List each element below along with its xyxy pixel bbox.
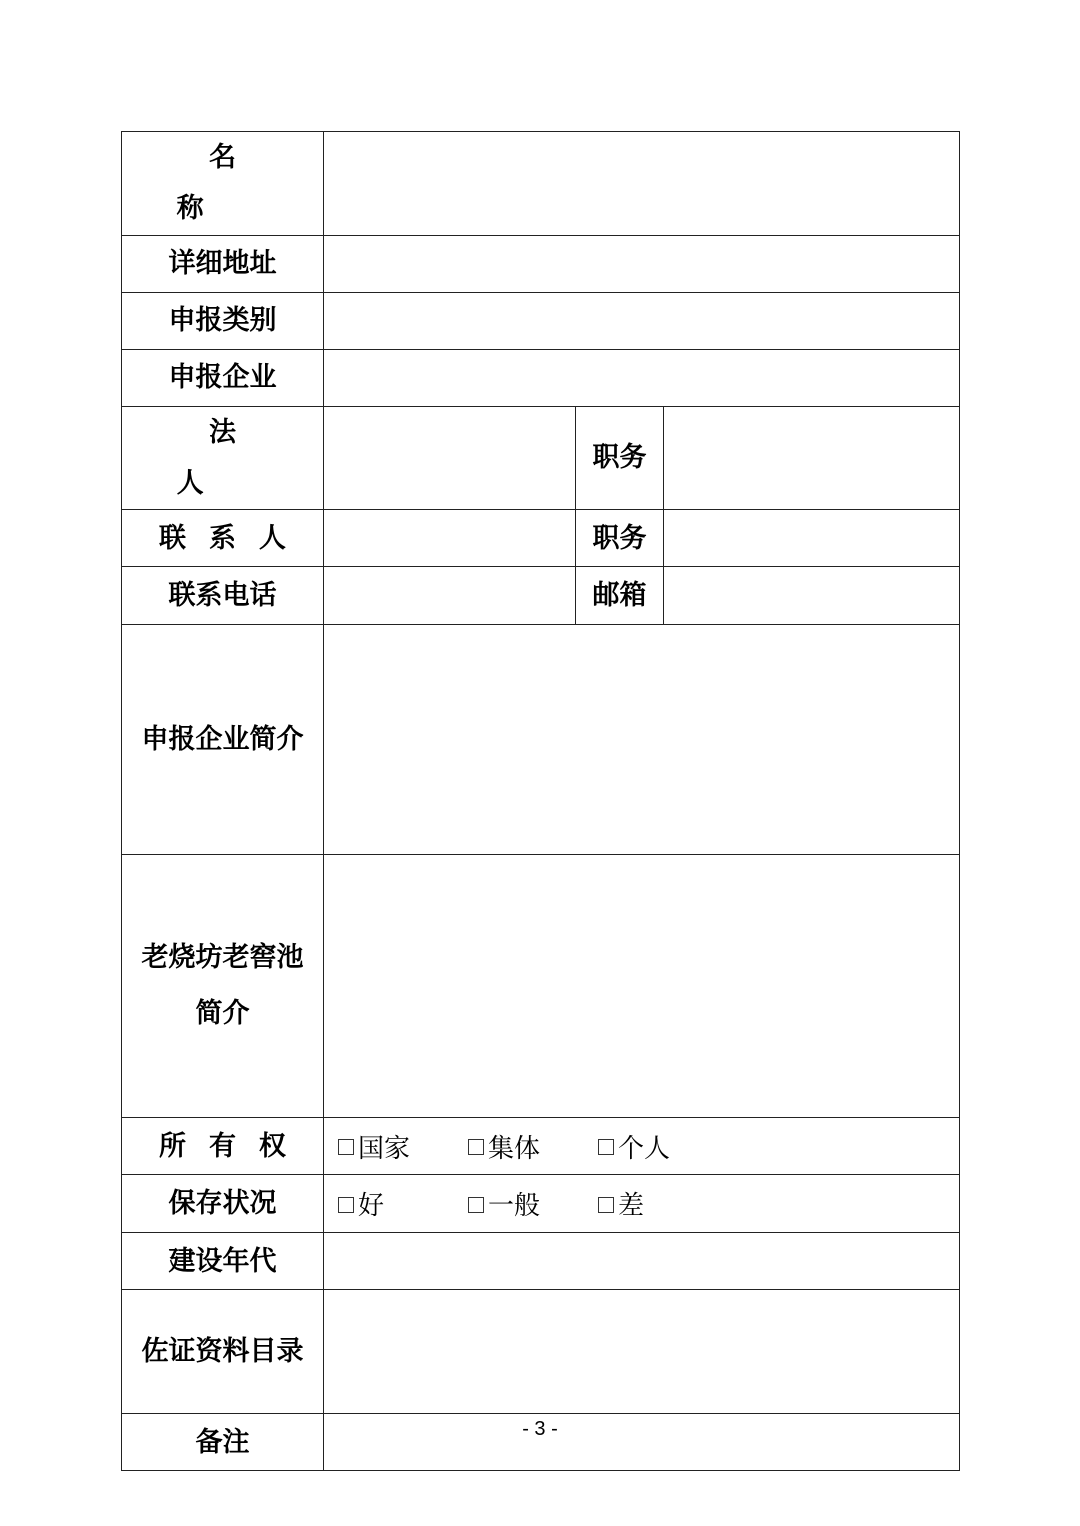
ownership-option-state[interactable]: 国家: [338, 1128, 468, 1165]
checkbox-icon[interactable]: [598, 1197, 614, 1213]
evidence-label: 佐证资料目录: [122, 1290, 324, 1414]
name-field[interactable]: [324, 132, 960, 236]
row-company-intro: [122, 625, 960, 855]
checkbox-icon[interactable]: [468, 1197, 484, 1213]
condition-option-good[interactable]: 好: [338, 1185, 468, 1222]
checkbox-icon[interactable]: [338, 1139, 354, 1155]
application-form-table: [121, 131, 960, 1471]
contact-label: 联系人: [122, 510, 324, 567]
company-intro-field[interactable]: [324, 625, 960, 855]
row-address: [122, 235, 960, 292]
email-label: 邮箱: [576, 567, 664, 625]
page-number: - 3 -: [522, 1418, 558, 1440]
condition-options: [324, 1175, 960, 1233]
row-condition: [122, 1175, 960, 1233]
company-intro-label: 申报企业简介: [122, 625, 324, 855]
ownership-option-collective[interactable]: 集体: [468, 1128, 598, 1165]
company-label: 申报企业: [122, 349, 324, 406]
phone-label: 联系电话: [122, 567, 324, 625]
workshop-intro-field[interactable]: [324, 855, 960, 1118]
row-company: [122, 349, 960, 406]
category-field[interactable]: [324, 292, 960, 349]
legal-position-label: 职务: [576, 406, 664, 510]
row-ownership: [122, 1118, 960, 1175]
legal-person-label: 法 人: [122, 406, 324, 510]
build-era-field[interactable]: [324, 1233, 960, 1290]
company-field[interactable]: [324, 349, 960, 406]
row-category: [122, 292, 960, 349]
remarks-label: 备注: [122, 1414, 324, 1471]
checkbox-icon[interactable]: [338, 1197, 354, 1213]
row-phone: [122, 567, 960, 625]
contact-position-field[interactable]: [664, 510, 960, 567]
ownership-option-individual[interactable]: 个人: [598, 1128, 670, 1165]
evidence-field[interactable]: [324, 1290, 960, 1414]
name-label: 名 称: [122, 132, 324, 236]
checkbox-icon[interactable]: [468, 1139, 484, 1155]
workshop-intro-label: 老烧坊老窖池简介: [122, 855, 324, 1118]
row-name: [122, 132, 960, 236]
row-workshop-intro: [122, 855, 960, 1118]
condition-option-average[interactable]: 一般: [468, 1185, 598, 1222]
contact-position-label: 职务: [576, 510, 664, 567]
row-contact: [122, 510, 960, 567]
address-label: 详细地址: [122, 235, 324, 292]
row-legal-person: [122, 406, 960, 510]
address-field[interactable]: [324, 235, 960, 292]
build-era-label: 建设年代: [122, 1233, 324, 1290]
row-evidence: [122, 1290, 960, 1414]
checkbox-icon[interactable]: [598, 1139, 614, 1155]
ownership-label: 所有权: [122, 1118, 324, 1175]
condition-option-poor[interactable]: 差: [598, 1185, 644, 1222]
condition-label: 保存状况: [122, 1175, 324, 1233]
contact-field[interactable]: [324, 510, 576, 567]
ownership-options: [324, 1118, 960, 1175]
email-field[interactable]: [664, 567, 960, 625]
phone-field[interactable]: [324, 567, 576, 625]
legal-position-field[interactable]: [664, 406, 960, 510]
row-build-era: [122, 1233, 960, 1290]
category-label: 申报类别: [122, 292, 324, 349]
